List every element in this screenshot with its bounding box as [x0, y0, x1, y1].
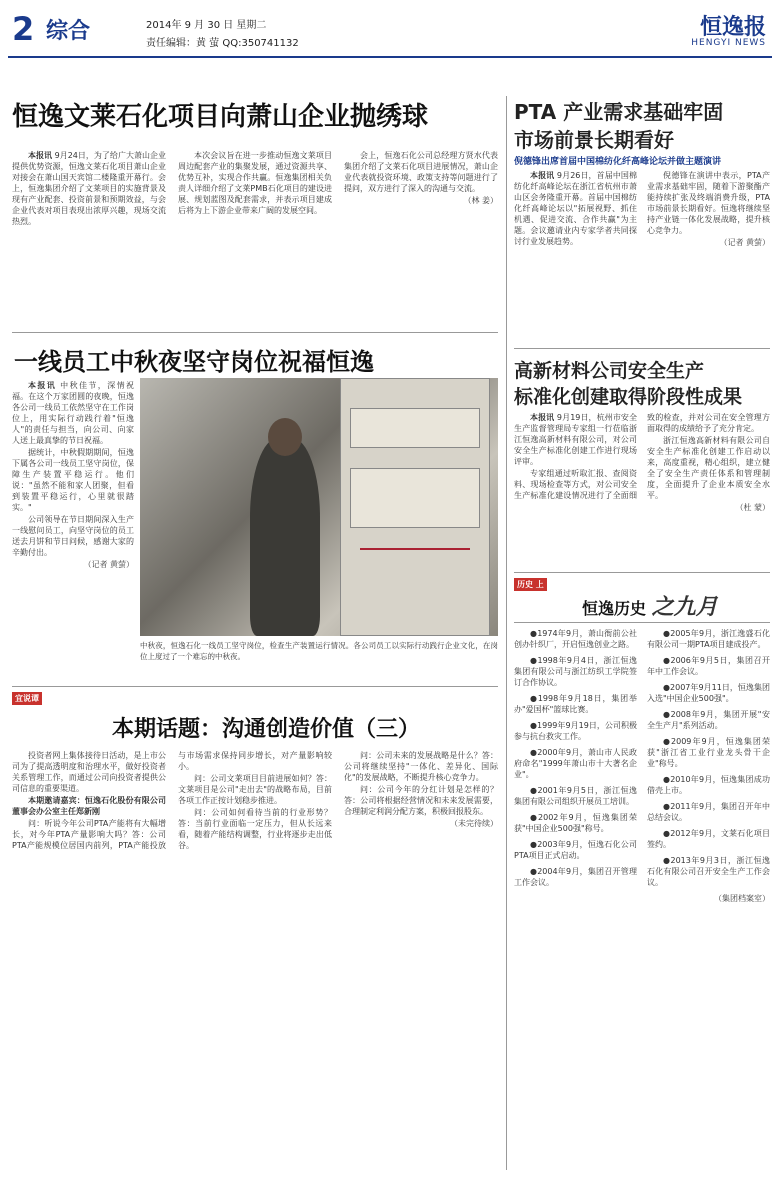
history-item: ●1974年9月，萧山衙前公社创办针织厂，开启恒逸创业之路。	[514, 629, 637, 649]
article2-headline: PTA 产业需求基础牢固	[514, 100, 724, 124]
article3-caption: 中秋夜，恒逸石化一线员工坚守岗位，检查生产装置运行情况。各公司员工以实际行动践行企业文化，在岗位上度过了一个难忘的中秋夜。	[140, 641, 498, 661]
history-item: ●1999年9月19日，公司积极参与抗台救灾工作。	[514, 721, 637, 741]
article5-tag: 宜说谭	[12, 692, 42, 705]
article5-p4: 问：公司文莱项目目前进展如何？答：文莱项目是公司"走出去"的战略布局，目前各项工作正按计划稳步推进。	[178, 774, 332, 805]
divider	[514, 622, 770, 623]
page-number: 2	[12, 10, 35, 48]
history-item: ●2010年9月，恒逸集团成功借壳上市。	[647, 775, 770, 795]
article3-p2: 据统计，中秋假期期间，恒逸下属各公司一线员工坚守岗位，保障生产装置平稳运行。他们说："虽然不能和家人团聚，但看到装置平稳运行，心里就很踏实。"	[12, 448, 134, 512]
article4-p1: 9月19日，杭州市安全生产监督管理局专家组一行莅临浙江恒逸高新材料有限公司，对公司安全生产标准化创建工作进行现场评审。	[514, 413, 638, 466]
history-item: ●1998年9月4日，浙江恒逸集团有限公司与浙江纺织工学院签订合作协议。	[514, 656, 637, 687]
worker-figure	[250, 438, 320, 636]
history-tag: 历史 上	[514, 578, 547, 591]
article3-photo	[140, 378, 498, 636]
article5-p5: 问：公司如何看待当前的行业形势？答：当前行业面临一定压力，但从长远来看，随着产能结构调整，行业将逐步走出低谷。	[178, 808, 332, 850]
article5-p3: 问：听说今年公司PTA产能将有大幅增长，对今年PTA产量影响大吗？答：公司PTA产能规模位居国内前列，PTA产能投放与市场需求保持同步增长，对产量影响较小。	[12, 751, 332, 850]
article2-p2: 倪德锋在演讲中表示，PTA产业需求基础牢固，随着下游聚酯产能持续扩张及终端消费升级，PTA市场前景长期看好。恒逸将继续坚持产业链一体化发展战略，提升核心竞争力。	[647, 171, 770, 235]
divider	[12, 686, 498, 687]
history-item: ●1998年9月18日，集团举办"爱国杯"篮球比赛。	[514, 694, 637, 714]
history-item: ●2002年9月，恒逸集团荣获"中国企业500强"称号。	[514, 813, 637, 833]
article2-body	[514, 170, 770, 345]
article5-headline: 本期话题：沟通创造价值（三）	[112, 717, 421, 742]
history-item: ●2009年9月，恒逸集团荣获"浙江省工业行业龙头骨干企业"称号。	[647, 737, 770, 768]
article3-author: （记者 黄萤）	[83, 560, 134, 569]
article5-author: （未完待续）	[450, 819, 498, 828]
equipment-cable	[360, 548, 470, 550]
equipment-panel	[350, 468, 480, 528]
history-item: ●2012年9月，文莱石化项目签约。	[647, 829, 770, 849]
article3-headline: 一线员工中秋夜坚守岗位祝福恒逸	[14, 348, 374, 376]
article3-lead: 本报讯	[28, 381, 57, 390]
divider	[514, 572, 770, 573]
article4-lead: 本报讯	[530, 413, 555, 422]
divider	[514, 348, 770, 349]
history-item: ●2008年9月，集团开展"安全生产月"系列活动。	[647, 710, 770, 730]
article4-p3: 浙江恒逸高新材料有限公司自安全生产标准化创建工作启动以来，高度重视，精心组织，建立健全了安全生产责任体系和管理制度，全面提升了企业本质安全水平。	[647, 436, 770, 500]
history-item: ●2004年9月，集团召开管理工作会议。	[514, 867, 637, 887]
history-item: ●2013年9月3日，浙江恒逸石化有限公司召开安全生产工作会议。	[647, 856, 770, 887]
article5-p7: 问：公司今年的分红计划是怎样的？答：公司将根据经营情况和未来发展需要，合理制定利润分配方案，积极回报股东。	[344, 785, 498, 816]
history-item: ●2005年9月，浙江逸盛石化有限公司一期PTA项目建成投产。	[647, 629, 770, 649]
divider	[12, 332, 498, 333]
article1-p2: 本次会议旨在进一步推动恒逸文莱项目周边配套产业的集聚发展，通过资源共享、优势互补，实现合作共赢。恒逸集团相关负责人详细介绍了文莱PMB石化项目的建设进展、规划蓝图及配套需求，并表示项目建成后将为上下游企业带来广阔的发展空间。	[178, 151, 332, 215]
article3-body	[12, 380, 134, 680]
article5-p6: 问：公司未来的发展战略是什么？答：公司将继续坚持"一体化、差异化、国际化"的发展战略，不断提升核心竞争力。	[344, 751, 498, 782]
article1-p1: 9月24日，为了给广大萧山企业提供优势资源，恒逸文莱石化项目萧山企业对接会在萧山国天宾馆二楼隆重开幕行。会上，恒逸集团介绍了文莱项目的实施背景及现有产业配套、投资前景和预期效益，与会企业代表对项目表现出浓厚兴趣，现场交流热烈。	[12, 151, 166, 226]
history-title-text: 恒逸历史	[582, 599, 647, 618]
article2-subhead: 倪德锋出席首届中国棉纺化纤高峰论坛并做主题演讲	[514, 157, 722, 167]
section-title: 综合	[46, 19, 91, 44]
history-month: 之九月	[651, 594, 718, 620]
article1-lead: 本报讯	[28, 151, 53, 160]
history-item: ●2007年9月11日，恒逸集团入选"中国企业500强"。	[647, 683, 770, 703]
history-item: ●2003年9月，恒逸石化公司PTA项目正式启动。	[514, 840, 637, 860]
article2-lead: 本报讯	[530, 171, 555, 180]
article1-body	[12, 150, 498, 330]
brand-english: HENGYI NEWS	[691, 38, 766, 48]
article2-headline2: 市场前景长期看好	[514, 128, 674, 152]
article1-author: （林 姜）	[463, 196, 498, 205]
issue-date: 2014年 9 月 30 日 星期二	[146, 20, 267, 31]
article3-p1: 中秋佳节，深情祝福。在这个万家团圆的夜晚，恒逸各公司一线员工依然坚守在工作岗位上，用实际行动践行着"恒逸人"的责任与担当，向公司、向家人送上最真挚的节日祝福。	[12, 381, 134, 445]
article5-p1: 投资者网上集体接待日活动，是上市公司为了提高透明度和治理水平，做好投资者关系管理工作，而通过公司向投资者提供公司信息的重要渠道。	[12, 751, 166, 793]
article2-p1: 9月26日，首届中国棉纺化纤高峰论坛在浙江省杭州市萧山区会务隆重开幕。首届中国棉纺化纤高峰论坛以"拓展视野、抓住机遇、促进交流、合作共赢"为主题。会议邀请业内专家学者共同探讨行业发展趋势。	[514, 171, 638, 246]
masthead	[8, 8, 772, 58]
article3-p3: 公司领导在节日期间深入生产一线慰问员工，向坚守岗位的员工送去月饼和节日问候，感谢大家的辛勤付出。	[12, 515, 134, 557]
article4-author: （杜 蒙）	[735, 503, 770, 512]
history-item: ●2001年9月5日，浙江恒逸集团有限公司组织开展员工培训。	[514, 786, 637, 806]
editor-info: 责任编辑：黄 萤 QQ:350741132	[146, 38, 299, 49]
history-title	[582, 590, 718, 621]
history-item: ●2000年9月，萧山市人民政府命名"1999年萧山市十大著名企业"。	[514, 748, 637, 779]
article4-headline: 高新材料公司安全生产	[514, 360, 705, 382]
history-item: ●2006年9月5日，集团召开年中工作会议。	[647, 656, 770, 676]
history-author: （集团档案室）	[714, 894, 770, 903]
article2-author: （记者 黄萤）	[719, 238, 770, 247]
equipment-panel	[350, 408, 480, 448]
article5-body	[12, 750, 498, 1170]
worker-head	[268, 418, 302, 456]
column-rule	[506, 96, 507, 1170]
article1-p3: 会上，恒逸石化公司总经理方贤水代表集团介绍了文莱石化项目进展情况，萧山企业代表就投资环境、政策支持等问题进行了提问，双方进行了深入的沟通与交流。	[344, 151, 498, 193]
article4-body	[514, 412, 770, 567]
article4-p2: 专家组通过听取汇报、查阅资料、现场检查等方式，对公司安全生产标准化建设情况进行了全面细致的检查，并对公司在安全管理方面取得的成绩给予了充分肯定。	[514, 413, 770, 500]
history-item: ●2011年9月，集团召开年中总结会议。	[647, 802, 770, 822]
brand-logo: 恒逸报	[699, 14, 766, 40]
article4-headline2: 标准化创建取得阶段性成果	[514, 386, 743, 408]
history-list	[514, 628, 770, 1170]
article5-p2: 本期邀请嘉宾：恒逸石化股份有限公司董事会办公室主任郑新刚	[12, 796, 166, 816]
article1-headline: 恒逸文莱石化项目向萧山企业抛绣球	[12, 102, 429, 132]
